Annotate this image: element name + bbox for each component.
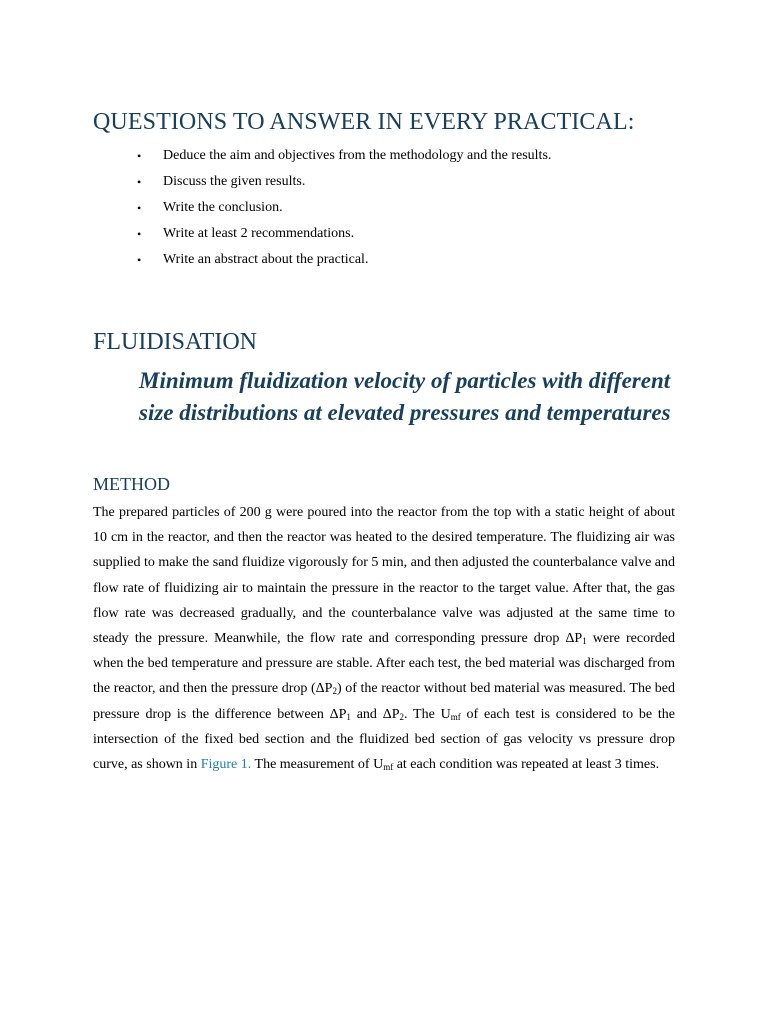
list-item-text: Write the conclusion. xyxy=(163,200,283,215)
figure-1-link[interactable]: Figure 1. xyxy=(200,757,252,773)
method-text-part: . The U xyxy=(404,706,451,722)
method-text-part: The prepared particles of 200 g were poured into the reactor from the top with a static height of about 10 cm in the reactor, and then the reactor was heated to the desired temperature. The fluidizing air was supplied to make the sand fluidize vigorously for 5 min, and then adjusted the counterbalance valve and flow rate of fluidizing air to maintain the pressure in the reactor to the target value. After that, the gas flow rate was decreased gradually, and the counterbalance valve was adjusted at the same time to steady the pressure. Meanwhile, the flow rate and corresponding pressure drop ΔP xyxy=(93,505,675,647)
list-item-text: Write an abstract about the practical. xyxy=(163,252,369,267)
subscript: mf xyxy=(383,762,394,773)
subscript: mf xyxy=(450,711,461,722)
list-item-text: Deduce the aim and objectives from the methodology and the results. xyxy=(163,148,552,163)
bullet-icon: • xyxy=(137,201,142,215)
subscript: 1 xyxy=(346,711,351,722)
method-text-part: of each test is considered to be the intersection of the fixed bed section and the fluidized bed section of gas velocity vs pressure drop curve, as shown in xyxy=(93,706,675,773)
list-item-text: Discuss the given results. xyxy=(163,174,306,189)
fluidisation-heading: FLUIDISATION xyxy=(93,329,257,355)
subscript: 1 xyxy=(582,636,587,647)
questions-heading: QUESTIONS TO ANSWER IN EVERY PRACTICAL: xyxy=(93,109,635,135)
questions-list xyxy=(137,146,551,276)
list-item xyxy=(137,172,551,198)
bullet-icon: • xyxy=(137,253,142,267)
method-paragraph xyxy=(93,500,675,777)
bullet-icon: • xyxy=(137,149,142,163)
experiment-subtitle: Minimum fluidization velocity of particles with different size distributions at elevated pressures and temperatures xyxy=(139,368,671,425)
method-text-part: The measurement of U xyxy=(251,757,384,773)
subscript: 2 xyxy=(332,686,337,697)
method-text-part: ) of the reactor without bed material was measured. The bed pressure drop is the difference between ΔP xyxy=(93,681,675,722)
list-item xyxy=(137,198,551,224)
subscript: 2 xyxy=(399,711,405,722)
method-text-part: at each condition was repeated at least 3 times. xyxy=(393,757,660,773)
list-item xyxy=(137,146,551,172)
method-heading: METHOD xyxy=(93,474,170,494)
method-text-part: were recorded when the bed temperature and pressure are stable. After each test, the bed material was discharged from the reactor, and then the pressure drop (ΔP xyxy=(93,631,675,697)
method-text-part: and ΔP xyxy=(350,706,400,722)
bullet-icon: • xyxy=(137,227,142,241)
bullet-icon: • xyxy=(137,175,142,189)
list-item xyxy=(137,250,551,276)
list-item-text: Write at least 2 recommendations. xyxy=(163,226,355,241)
list-item xyxy=(137,224,551,250)
